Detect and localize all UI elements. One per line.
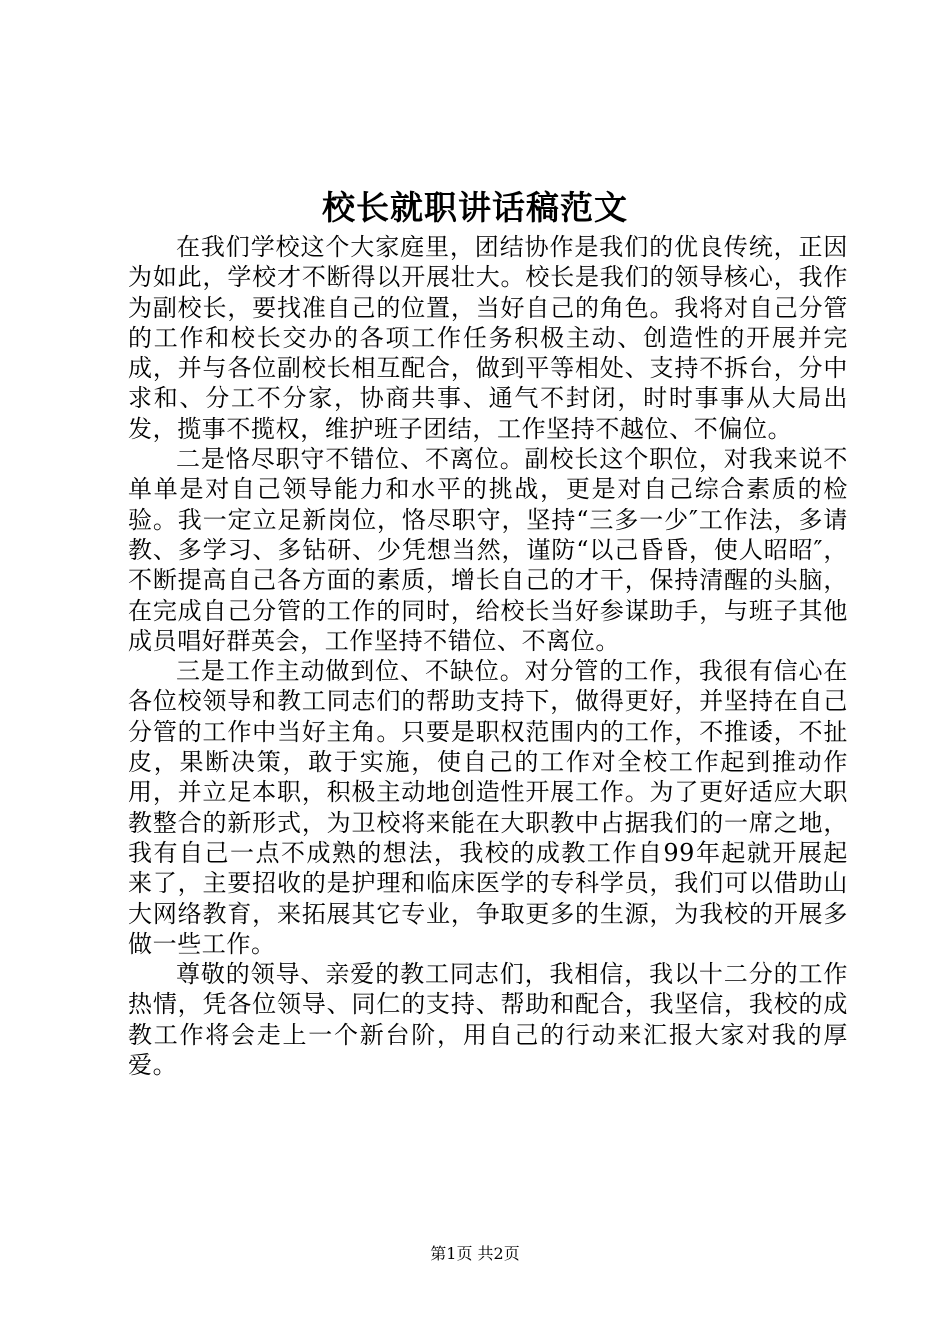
page-number-footer: 第1页 共2页 xyxy=(430,1244,520,1263)
paragraph-1: 在我们学校这个大家庭里，团结协作是我们的优良传统，正因为如此，学校才不断得以开展壮大。校长是我们的领导核心，我作为副校长，要找准自己的位置，当好自己的角色。我将对自己分管的工作和校长交办的各项工作任务积极主动、创造性的开展并完成，并与各位副校长相互配合，做到平等相处、支持不拆台，分中求和、分工不分家，协商共事、通气不封闭，时时事事从大局出发，揽事不揽权，维护班子团结，工作坚持不越位、不偏位。 xyxy=(128,233,848,443)
paragraph-2: 二是恪尽职守不错位、不离位。副校长这个职位，对我来说不单单是对自己领导能力和水平的挑战，更是对自己综合素质的检验。我一定立足新岗位，恪尽职守，坚持“三多一少″工作法，多请教、多学习、多钻研、少凭想当然，谨防“以己昏昏，使人昭昭″，不断提高自己各方面的素质，增长自己的才干，保持清醒的头脑，在完成自己分管的工作的同时，给校长当好参谋助手，与班子其他成员唱好群英会，工作坚持不错位、不离位。 xyxy=(128,445,848,655)
paragraph-3: 三是工作主动做到位、不缺位。对分管的工作，我很有信心在各位校领导和教工同志们的帮助支持下，做得更好，并坚持在自己分管的工作中当好主角。只要是职权范围内的工作，不推诿，不扯皮，果断决策，敢于实施，使自己的工作对全校工作起到推动作用，并立足本职，积极主动地创造性开展工作。为了更好适应大职教整合的新形式，为卫校将来能在大职教中占据我们的一席之地，我有自己一点不成熟的想法，我校的成教工作自99年起就开展起来了，主要招收的是护理和临床医学的专科学员，我们可以借助山大网络教育，来拓展其它专业，争取更多的生源，为我校的开展多做一些工作。 xyxy=(128,657,848,958)
page-title: 校长就职讲话稿范文 xyxy=(322,188,628,227)
paragraph-4: 尊敬的领导、亲爱的教工同志们，我相信，我以十二分的工作热情，凭各位领导、同仁的支持、帮助和配合，我坚信，我校的成教工作将会走上一个新台阶，用自己的行动来汇报大家对我的厚爱。 xyxy=(128,960,848,1080)
document-body xyxy=(128,232,848,1080)
